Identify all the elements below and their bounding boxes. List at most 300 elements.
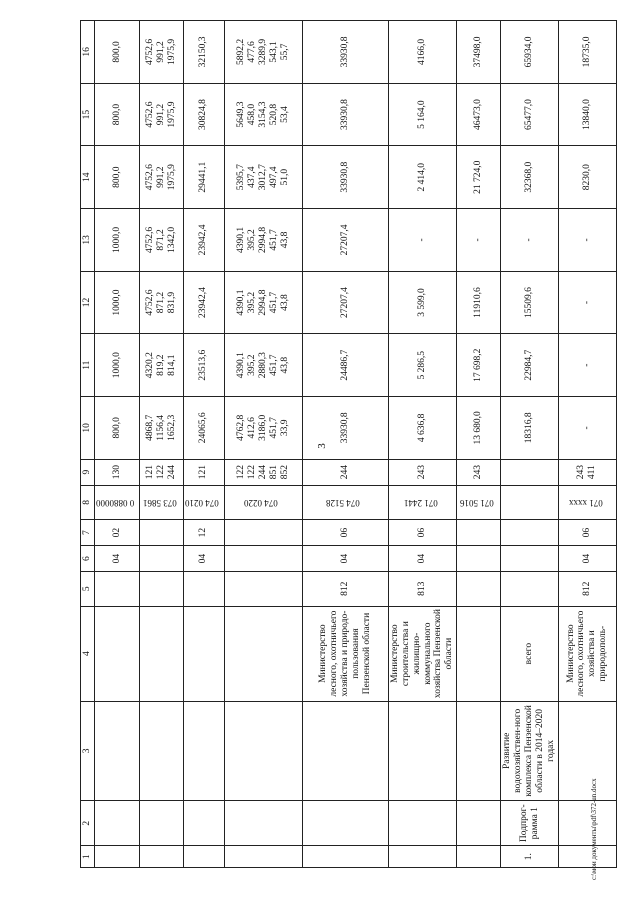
column-number-5: 5 [81, 572, 95, 607]
cell-col-6: 04 [388, 546, 457, 572]
cell-value: - [524, 238, 535, 242]
cell-col-6 [457, 546, 501, 572]
cell-value: 122 [235, 465, 246, 480]
cell-col-2 [457, 801, 501, 846]
cell-value: 43,8 [279, 231, 290, 249]
cell-value: 32150,3 [198, 36, 209, 68]
cell-col-6: 04 [184, 546, 225, 572]
cell-value: 11910,6 [473, 287, 484, 318]
cell-col-5 [140, 572, 184, 607]
table-row [184, 21, 225, 868]
cell-col-7 [224, 520, 302, 546]
cell-value: 13840,0 [581, 99, 592, 131]
cell-value: 5 164,0 [417, 100, 428, 129]
cell-value: 33,9 [279, 419, 290, 437]
cell-col-3: Развитие водохозяйствен-ного комплекса Пензенской области в 2014–2020 годах [501, 701, 559, 800]
cell-value: 437,4 [246, 166, 257, 188]
cell-value: 5649,3 [235, 101, 246, 128]
column-number-4: 4 [81, 606, 95, 701]
cell-col-11 [457, 334, 501, 397]
cell-col-14 [302, 146, 388, 209]
cell-value: 27207,4 [339, 287, 350, 318]
cell-col-16 [302, 21, 388, 84]
cell-value: 4868,7 [145, 414, 156, 441]
cell-value: 4390,1 [235, 289, 246, 316]
cell-value: 1975,9 [167, 164, 178, 191]
cell-col-15 [94, 83, 139, 146]
cell-value: 412,6 [246, 417, 257, 439]
cell-col-6 [140, 546, 184, 572]
cell-col-2 [140, 801, 184, 846]
cell-col-9 [140, 459, 184, 485]
cell-col-12 [184, 271, 225, 334]
cell-col-8 [302, 485, 388, 520]
cell-col-8 [457, 485, 501, 520]
cell-col-10 [457, 397, 501, 460]
cell-value: 4320,2 [145, 352, 156, 379]
cell-value: 18735,0 [581, 36, 592, 68]
cell-value: 520,8 [268, 103, 279, 126]
cell-value: 3 599,0 [417, 288, 428, 317]
cell-col-13 [94, 209, 139, 272]
cell-value: 121 [198, 465, 209, 480]
cell-col-14 [94, 146, 139, 209]
column-number-3: 3 [81, 701, 95, 800]
cell-value: 33930,8 [339, 161, 350, 193]
cell-value: 33930,8 [339, 99, 350, 131]
cell-value: 3186,0 [257, 414, 268, 441]
cell-col-11 [94, 334, 139, 397]
cell-value: 2 414,0 [417, 162, 428, 192]
cell-col-2 [184, 801, 225, 846]
cell-value: 65477,0 [524, 99, 535, 131]
cell-value: 23942,4 [198, 287, 209, 318]
cell-value: 46473,0 [473, 99, 484, 131]
column-number-2: 2 [81, 801, 95, 846]
cell-value: 23513,6 [198, 349, 209, 381]
cell-col-11 [224, 334, 302, 397]
cell-col-14 [501, 146, 559, 209]
cell-value: - [581, 238, 592, 242]
cell-value: - [473, 238, 484, 242]
cell-value: 21 724,0 [473, 160, 484, 194]
cell-col-14 [558, 146, 616, 209]
cell-value: 122 [246, 465, 257, 480]
table-row [501, 21, 559, 868]
cell-value: 477,6 [246, 41, 257, 63]
cell-value: 451,7 [268, 354, 279, 376]
cell-value: 33930,8 [339, 412, 350, 444]
cell-value: 543,1 [268, 41, 279, 63]
cell-col-3 [388, 701, 457, 800]
cell-col-5 [224, 572, 302, 607]
cell-value: 458,0 [246, 103, 257, 126]
cell-value: 5395,7 [235, 164, 246, 191]
cell-col-11 [140, 334, 184, 397]
cell-value: - [581, 300, 592, 305]
cell-col-11 [388, 334, 457, 397]
cell-col-15 [457, 83, 501, 146]
cell-col-13 [302, 209, 388, 272]
cell-col-12 [388, 271, 457, 334]
cell-col-7 [140, 520, 184, 546]
cell-col-9 [457, 459, 501, 485]
cell-col-10 [140, 397, 184, 460]
cell-value: 800,0 [111, 103, 122, 126]
cell-value: 122 [156, 465, 167, 480]
cell-col-16 [140, 21, 184, 84]
cell-col-4 [140, 606, 184, 701]
cell-value: 3154,3 [257, 101, 268, 128]
cell-col-4 [457, 606, 501, 701]
cell-col-2: Подпрог-рамма 1 [501, 801, 559, 846]
cell-col-1 [184, 846, 225, 868]
cell-col-16 [388, 21, 457, 84]
cell-col-12 [558, 271, 616, 334]
cell-col-5: 813 [388, 572, 457, 607]
cell-col-15 [224, 83, 302, 146]
cell-col-2 [224, 801, 302, 846]
cell-value: 37498,0 [473, 36, 484, 68]
cell-col-9 [501, 459, 559, 485]
cell-value: 4390,1 [235, 226, 246, 253]
column-number-16: 16 [81, 21, 95, 84]
cell-col-8 [94, 485, 139, 520]
cell-col-8 [388, 485, 457, 520]
cell-value: 2994,8 [257, 226, 268, 253]
cell-value: 819,2 [156, 354, 167, 376]
table-row [302, 21, 388, 868]
table-row [224, 21, 302, 868]
cell-value: 1156,4 [156, 414, 167, 441]
cell-value: 395,2 [246, 291, 257, 314]
cell-col-4 [184, 606, 225, 701]
cell-col-14 [388, 146, 457, 209]
cell-col-8 [140, 485, 184, 520]
cell-value: 1652,3 [167, 414, 178, 441]
cell-value: - [581, 426, 592, 430]
cell-col-10 [558, 397, 616, 460]
cell-value: 4752,6 [145, 38, 156, 65]
cell-value: 32368,0 [524, 161, 535, 193]
cell-col-16 [501, 21, 559, 84]
cell-col-9 [302, 459, 388, 485]
cell-value: 15509,6 [524, 287, 535, 318]
cell-value: 8230,0 [581, 164, 592, 191]
cell-value: 30824,8 [198, 99, 209, 131]
cell-col-3 [140, 701, 184, 800]
cell-col-16 [558, 21, 616, 84]
cell-col-11 [184, 334, 225, 397]
cell-value: 17 698,2 [473, 348, 484, 382]
cell-value: 451,7 [268, 417, 279, 439]
cell-col-11 [302, 334, 388, 397]
cell-col-9 [184, 459, 225, 485]
cell-value: - [581, 363, 592, 367]
cell-value: 4 636,8 [417, 413, 428, 443]
column-number-13: 13 [81, 209, 95, 272]
cell-value: 451,7 [268, 229, 279, 251]
column-number-6: 6 [81, 546, 95, 572]
cell-value: 991,2 [156, 103, 167, 126]
cell-value: 243 [473, 465, 484, 480]
cell-col-14 [224, 146, 302, 209]
budget-code: 071 5016 [459, 497, 494, 508]
cell-col-15 [558, 83, 616, 146]
cell-value: 4762,8 [235, 414, 246, 441]
cell-col-3 [94, 701, 139, 800]
table-row [558, 21, 616, 868]
table-body [94, 21, 616, 868]
cell-col-10 [302, 397, 388, 460]
cell-col-5 [457, 572, 501, 607]
cell-col-10 [501, 397, 559, 460]
cell-value: 451,7 [268, 291, 279, 314]
cell-col-5 [501, 572, 559, 607]
cell-col-1 [302, 846, 388, 868]
cell-col-3 [558, 701, 616, 800]
cell-col-1 [388, 846, 457, 868]
cell-value: 3012,7 [257, 164, 268, 191]
cell-col-1 [224, 846, 302, 868]
header-row [81, 21, 95, 868]
cell-value: 1000,0 [111, 352, 122, 379]
cell-col-4: Министерство лесного, охотничьего хозяйства и природополь- [558, 606, 616, 701]
cell-col-7: 06 [302, 520, 388, 546]
cell-value: 851 [268, 465, 279, 480]
cell-col-2 [558, 801, 616, 846]
column-number-1: 1 [81, 846, 95, 868]
cell-value: 497,4 [268, 166, 279, 188]
column-number-8: 8 [81, 485, 95, 520]
cell-value: 800,0 [111, 41, 122, 63]
cell-col-16 [224, 21, 302, 84]
cell-col-12 [302, 271, 388, 334]
cell-col-14 [457, 146, 501, 209]
cell-value: 13 680,0 [473, 411, 484, 445]
cell-col-10 [388, 397, 457, 460]
budget-code: 071 хххх [568, 497, 603, 508]
cell-col-3 [224, 701, 302, 800]
cell-col-13 [184, 209, 225, 272]
cell-col-7: 12 [184, 520, 225, 546]
cell-value: 5892,2 [235, 38, 246, 65]
cell-col-4: всего [501, 606, 559, 701]
budget-code: 0 0880000 [95, 497, 135, 508]
cell-col-8 [224, 485, 302, 520]
cell-col-3 [184, 701, 225, 800]
cell-value: 4752,6 [145, 226, 156, 253]
cell-col-11 [501, 334, 559, 397]
column-number-12: 12 [81, 271, 95, 334]
cell-value: 2880,3 [257, 352, 268, 379]
cell-col-10 [184, 397, 225, 460]
cell-value: 1000,0 [111, 226, 122, 253]
cell-col-15 [388, 83, 457, 146]
cell-value: 43,8 [279, 294, 290, 311]
cell-col-9 [224, 459, 302, 485]
table-row [140, 21, 184, 868]
cell-col-1 [457, 846, 501, 868]
file-path-footer: c:\мои документы\pdf\372-un.docx [590, 778, 598, 880]
cell-value: 3289,9 [257, 38, 268, 65]
cell-col-10 [224, 397, 302, 460]
cell-col-15 [302, 83, 388, 146]
cell-value: 23942,4 [198, 224, 209, 256]
cell-col-16 [457, 21, 501, 84]
cell-col-12 [94, 271, 139, 334]
cell-value: 244 [257, 465, 268, 480]
cell-col-2 [388, 801, 457, 846]
cell-col-6: 04 [302, 546, 388, 572]
cell-col-13 [457, 209, 501, 272]
cell-col-2 [302, 801, 388, 846]
table-row [94, 21, 139, 868]
cell-col-8 [558, 485, 616, 520]
cell-value: 1975,9 [167, 38, 178, 65]
cell-col-1 [558, 846, 616, 868]
cell-value: 29441,1 [198, 161, 209, 193]
cell-col-15 [140, 83, 184, 146]
cell-col-1 [94, 846, 139, 868]
column-number-10: 10 [81, 397, 95, 460]
cell-col-14 [184, 146, 225, 209]
cell-value: 24065,6 [198, 412, 209, 444]
cell-value: 130 [111, 465, 122, 480]
cell-value: 1342,0 [167, 226, 178, 253]
cell-value: 831,9 [167, 291, 178, 314]
cell-value: 65934,0 [524, 36, 535, 68]
cell-col-3 [457, 701, 501, 800]
cell-col-5 [184, 572, 225, 607]
cell-col-5: 812 [302, 572, 388, 607]
cell-value: 4752,6 [145, 101, 156, 128]
cell-col-6: 04 [558, 546, 616, 572]
cell-col-14 [140, 146, 184, 209]
column-number-9: 9 [81, 459, 95, 485]
cell-value: 244 [167, 465, 178, 480]
cell-col-16 [94, 21, 139, 84]
budget-code: 074 0210 [185, 497, 219, 508]
cell-value: 411 [587, 465, 598, 480]
cell-col-12 [140, 271, 184, 334]
cell-col-12 [224, 271, 302, 334]
cell-value: 5 286,5 [417, 350, 428, 380]
cell-col-7: 06 [388, 520, 457, 546]
cell-value: 4752,6 [145, 164, 156, 191]
cell-value: 395,2 [246, 354, 257, 376]
cell-value: 800,0 [111, 166, 122, 188]
cell-value: 121 [145, 465, 156, 480]
cell-col-7: 06 [558, 520, 616, 546]
cell-col-13 [388, 209, 457, 272]
cell-col-15 [184, 83, 225, 146]
page-number: 3 [316, 443, 328, 449]
budget-code: 074 0220 [244, 497, 279, 508]
cell-col-1: 1. [501, 846, 559, 868]
cell-value: 4390,1 [235, 352, 246, 379]
cell-value: 4166,0 [417, 38, 428, 65]
cell-col-6 [224, 546, 302, 572]
cell-value: 243 [417, 465, 428, 480]
cell-value: 871,2 [156, 229, 167, 251]
cell-col-12 [457, 271, 501, 334]
cell-col-9 [558, 459, 616, 485]
table-row [388, 21, 457, 868]
cell-col-12 [501, 271, 559, 334]
cell-col-11 [558, 334, 616, 397]
cell-col-5 [94, 572, 139, 607]
column-number-11: 11 [81, 334, 95, 397]
budget-code: 071 2441 [403, 497, 438, 508]
cell-col-8 [501, 485, 559, 520]
cell-value: 18316,8 [524, 412, 535, 444]
cell-col-5: 812 [558, 572, 616, 607]
cell-col-4 [224, 606, 302, 701]
cell-col-7 [457, 520, 501, 546]
cell-col-10 [94, 397, 139, 460]
cell-value: 51,0 [279, 168, 290, 186]
cell-value: 244 [339, 465, 350, 480]
cell-col-13 [224, 209, 302, 272]
cell-col-6: 04 [94, 546, 139, 572]
cell-value: 55,7 [279, 43, 290, 61]
cell-value: 800,0 [111, 417, 122, 439]
cell-col-3 [302, 701, 388, 800]
budget-code: 074 5128 [326, 497, 361, 508]
column-number-7: 7 [81, 520, 95, 546]
cell-value: - [417, 238, 428, 242]
cell-col-16 [184, 21, 225, 84]
cell-col-13 [501, 209, 559, 272]
cell-value: 395,2 [246, 229, 257, 251]
cell-value: 24486,7 [339, 349, 350, 381]
cell-value: 53,4 [279, 106, 290, 123]
cell-col-15 [501, 83, 559, 146]
cell-value: 243 [576, 465, 587, 480]
cell-value: 1975,9 [167, 101, 178, 128]
cell-value: 22984,7 [524, 349, 535, 381]
cell-col-4: Министерство лесного, охотничьего хозяйства и природо-пользования Пензенской области [302, 606, 388, 701]
cell-value: 871,2 [156, 291, 167, 314]
cell-col-2 [94, 801, 139, 846]
cell-value: 4752,6 [145, 289, 156, 316]
budget-table [80, 20, 617, 868]
table-row [457, 21, 501, 868]
cell-col-4: Министерство строительства и жилищно-коммунального хозяйства Пензенской области [388, 606, 457, 701]
cell-col-13 [558, 209, 616, 272]
cell-col-1 [140, 846, 184, 868]
cell-col-9 [94, 459, 139, 485]
cell-col-7: 02 [94, 520, 139, 546]
cell-col-7 [501, 520, 559, 546]
cell-value: 2994,8 [257, 289, 268, 316]
cell-value: 43,8 [279, 356, 290, 374]
cell-value: 852 [279, 465, 290, 480]
column-number-14: 14 [81, 146, 95, 209]
cell-col-8 [184, 485, 225, 520]
column-number-15: 15 [81, 83, 95, 146]
cell-value: 814,1 [167, 354, 178, 376]
cell-col-13 [140, 209, 184, 272]
cell-value: 991,2 [156, 41, 167, 63]
cell-col-6 [501, 546, 559, 572]
cell-value: 33930,8 [339, 36, 350, 68]
cell-value: 991,2 [156, 166, 167, 188]
cell-col-9 [388, 459, 457, 485]
cell-value: 27207,4 [339, 224, 350, 256]
budget-code: 073 5861 [142, 497, 177, 508]
